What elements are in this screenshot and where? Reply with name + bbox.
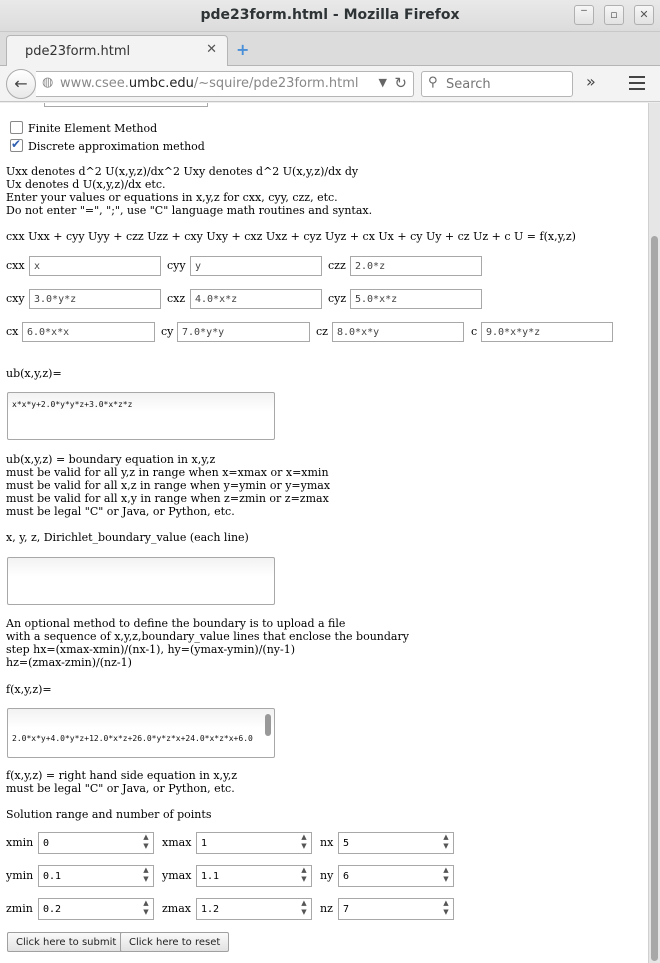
window-title: pde23form.html - Mozilla Firefox bbox=[200, 7, 460, 23]
cxy-input[interactable] bbox=[29, 289, 161, 309]
zmax-input[interactable] bbox=[197, 899, 297, 919]
spin-arrows-icon[interactable]: ▲ ▼ bbox=[301, 899, 307, 916]
search-bar[interactable] bbox=[421, 71, 573, 97]
cx-input[interactable] bbox=[22, 322, 155, 342]
cxz-label: cxz bbox=[167, 292, 186, 305]
ymax-input[interactable] bbox=[197, 866, 297, 886]
zmax-stepper[interactable] bbox=[196, 898, 312, 920]
navigation-bar bbox=[0, 66, 660, 102]
search-icon: ⚲ bbox=[428, 75, 438, 90]
c-input[interactable] bbox=[481, 322, 613, 342]
scrollbar-thumb[interactable] bbox=[651, 236, 658, 961]
spin-arrows-icon[interactable]: ▲ ▼ bbox=[443, 899, 449, 916]
nx-input[interactable] bbox=[339, 833, 439, 853]
cxx-input[interactable] bbox=[29, 256, 161, 276]
discrete-approx-label: Discrete approximation method bbox=[28, 140, 205, 153]
ymax-label: ymax bbox=[162, 869, 192, 882]
f-line-1: 2.0*x*y+4.0*y*z+12.0*x*z+26.0*y*z*x+24.0*x*z*x+6.0 bbox=[12, 734, 253, 743]
intro-line-3: Enter your values or equations in x,y,z for cxx, cyy, czz, etc. bbox=[6, 191, 338, 204]
nz-input[interactable] bbox=[339, 899, 439, 919]
maximize-button[interactable]: ▫ bbox=[604, 5, 624, 25]
overflow-icon[interactable]: » bbox=[586, 72, 596, 91]
globe-icon: ◍ bbox=[42, 75, 54, 90]
ub-note-2: must be valid for all y,z in range when x=xmax or x=xmin bbox=[6, 466, 329, 479]
intro-line-2: Ux denotes d U(x,y,z)/dx etc. bbox=[6, 178, 166, 191]
f-textarea[interactable] bbox=[7, 708, 275, 758]
tab-close-icon[interactable]: ✕ bbox=[206, 42, 217, 57]
czz-input[interactable] bbox=[350, 256, 482, 276]
hamburger-menu-icon[interactable] bbox=[624, 72, 650, 96]
discrete-approx-checkbox[interactable] bbox=[10, 139, 23, 152]
reload-icon[interactable]: ↻ bbox=[394, 74, 407, 92]
cy-input[interactable] bbox=[177, 322, 310, 342]
tab-pde23form[interactable] bbox=[6, 35, 228, 66]
cx-label: cx bbox=[6, 325, 19, 338]
cxz-input[interactable] bbox=[190, 289, 322, 309]
spin-arrows-icon[interactable]: ▲ ▼ bbox=[443, 833, 449, 850]
c-label: c bbox=[471, 325, 478, 338]
ny-input[interactable] bbox=[339, 866, 439, 886]
ub-note-4: must be valid for all x,y in range when z=zmin or z=zmax bbox=[6, 492, 329, 505]
dirichlet-textarea[interactable] bbox=[7, 557, 275, 605]
page-content bbox=[0, 103, 648, 963]
finite-element-checkbox[interactable] bbox=[10, 121, 23, 134]
cz-label: cz bbox=[316, 325, 328, 338]
cy-label: cy bbox=[161, 325, 174, 338]
zmin-stepper[interactable] bbox=[38, 898, 154, 920]
page-scrollbar[interactable] bbox=[648, 103, 660, 963]
dirichlet-label: x, y, z, Dirichlet_boundary_value (each line) bbox=[6, 531, 249, 544]
xmin-input[interactable] bbox=[39, 833, 139, 853]
ub-note-5: must be legal "C" or Java, or Python, etc. bbox=[6, 505, 235, 518]
spin-arrows-icon[interactable]: ▲ ▼ bbox=[143, 866, 149, 883]
cxx-label: cxx bbox=[6, 259, 25, 272]
url-host: umbc.edu bbox=[128, 76, 194, 91]
new-tab-icon[interactable]: + bbox=[236, 40, 250, 59]
spin-arrows-icon[interactable]: ▲ ▼ bbox=[301, 866, 307, 883]
xmax-label: xmax bbox=[162, 836, 192, 849]
upload-note-3: step hx=(xmax-xmin)/(nx-1), hy=(ymax-ymin)/(ny-1) bbox=[6, 643, 296, 656]
spin-arrows-icon[interactable]: ▲ ▼ bbox=[443, 866, 449, 883]
spin-arrows-icon[interactable]: ▲ ▼ bbox=[143, 833, 149, 850]
ub-textarea[interactable] bbox=[7, 392, 275, 440]
url-bar[interactable] bbox=[36, 71, 414, 97]
cxy-label: cxy bbox=[6, 292, 25, 305]
url-prefix: www.csee. bbox=[60, 76, 129, 91]
ny-stepper[interactable] bbox=[338, 865, 454, 887]
ub-label: ub(x,y,z)= bbox=[6, 367, 62, 380]
ymax-stepper[interactable] bbox=[196, 865, 312, 887]
xmax-input[interactable] bbox=[197, 833, 297, 853]
search-input[interactable] bbox=[446, 75, 566, 93]
minimize-button[interactable]: ‾ bbox=[574, 5, 594, 25]
back-button[interactable]: ← bbox=[6, 69, 36, 99]
ub-note-3: must be valid for all x,z in range when y=ymin or y=ymax bbox=[6, 479, 331, 492]
reset-button[interactable]: Click here to reset bbox=[120, 932, 229, 952]
intro-line-4: Do not enter "=", ";", use "C" language math routines and syntax. bbox=[6, 204, 373, 217]
chevron-down-icon[interactable]: ▼ bbox=[378, 76, 387, 89]
nz-label: nz bbox=[320, 902, 333, 915]
f-note-2: must be legal "C" or Java, or Python, etc. bbox=[6, 782, 235, 795]
ny-label: ny bbox=[320, 869, 334, 882]
cyy-input[interactable] bbox=[190, 256, 322, 276]
window-titlebar bbox=[0, 0, 660, 32]
intro-line-1: Uxx denotes d^2 U(x,y,z)/dx^2 Uxy denotes d^2 U(x,y,z)/dx dy bbox=[6, 165, 359, 178]
pde-equation: cxx Uxx + cyy Uyy + czz Uzz + cxy Uxy + cxz Uxz + cyz Uyz + cx Ux + cy Uy + cz Uz + c U = f(x,y,z) bbox=[6, 230, 576, 243]
ymin-stepper[interactable] bbox=[38, 865, 154, 887]
tab-label: pde23form.html bbox=[25, 44, 131, 59]
partial-input[interactable] bbox=[44, 103, 208, 107]
f-label: f(x,y,z)= bbox=[6, 683, 52, 696]
cyy-label: cyy bbox=[167, 259, 186, 272]
upload-note-4: hz=(zmax-zmin)/(nz-1) bbox=[6, 656, 132, 669]
zmax-label: zmax bbox=[162, 902, 191, 915]
f-textarea-scrollbar[interactable] bbox=[265, 714, 271, 736]
czz-label: czz bbox=[328, 259, 346, 272]
url-text bbox=[60, 76, 359, 91]
nx-stepper[interactable] bbox=[338, 832, 454, 854]
nx-label: nx bbox=[320, 836, 334, 849]
upload-note-1: An optional method to define the boundary is to upload a file bbox=[6, 617, 346, 630]
cyz-label: cyz bbox=[328, 292, 347, 305]
cyz-input[interactable] bbox=[350, 289, 482, 309]
ub-note-1: ub(x,y,z) = boundary equation in x,y,z bbox=[6, 453, 216, 466]
ymin-label: ymin bbox=[6, 869, 34, 882]
xmax-stepper[interactable] bbox=[196, 832, 312, 854]
cz-input[interactable] bbox=[332, 322, 464, 342]
zmin-label: zmin bbox=[6, 902, 33, 915]
xmin-stepper[interactable] bbox=[38, 832, 154, 854]
finite-element-label: Finite Element Method bbox=[28, 122, 158, 135]
xmin-label: xmin bbox=[6, 836, 34, 849]
nz-stepper[interactable] bbox=[338, 898, 454, 920]
range-title: Solution range and number of points bbox=[6, 808, 212, 821]
tab-bar bbox=[0, 32, 660, 66]
ymin-input[interactable] bbox=[39, 866, 139, 886]
close-window-button[interactable]: ✕ bbox=[634, 5, 654, 25]
f-note-1: f(x,y,z) = right hand side equation in x,y,z bbox=[6, 769, 238, 782]
spin-arrows-icon[interactable]: ▲ ▼ bbox=[143, 899, 149, 916]
zmin-input[interactable] bbox=[39, 899, 139, 919]
spin-arrows-icon[interactable]: ▲ ▼ bbox=[301, 833, 307, 850]
url-path: /~squire/pde23form.html bbox=[193, 76, 359, 91]
submit-button[interactable]: Click here to submit bbox=[7, 932, 125, 952]
upload-note-2: with a sequence of x,y,z,boundary_value lines that enclose the boundary bbox=[6, 630, 409, 643]
